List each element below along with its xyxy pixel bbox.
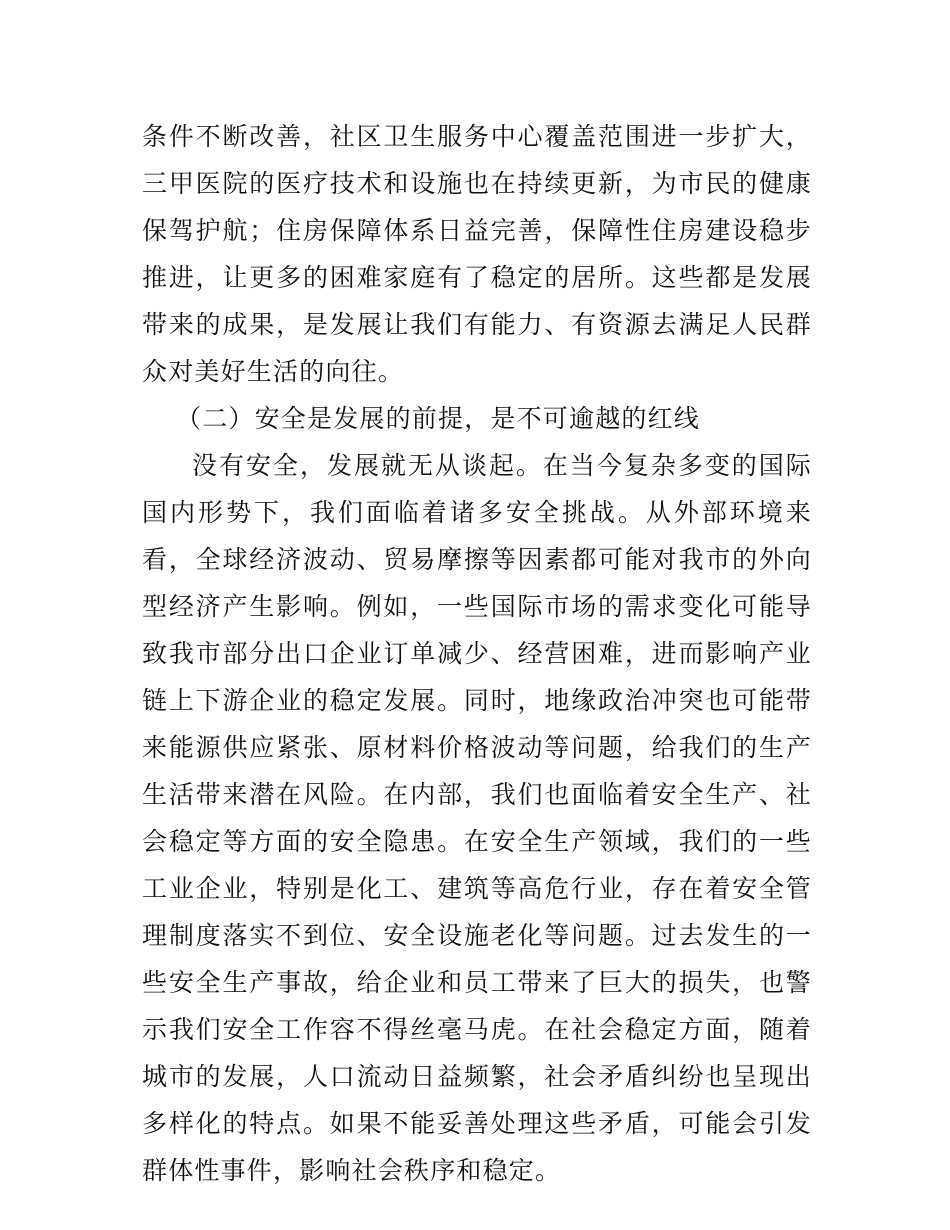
document-body (142, 113, 812, 1194)
paragraph-development-results: 条件不断改善，社区卫生服务中心覆盖范围进一步扩大，三甲医院的医疗技术和设施也在持续更新，为市民的健康保驾护航；住房保障体系日益完善，保障性住房建设稳步推进，让更多的困难家庭有了稳定的居所。这些都是发展带来的成果，是发展让我们有能力、有资源去满足人民群众对美好生活的向往。 (142, 122, 812, 386)
section-heading-security: （二）安全是发展的前提，是不可逾越的红线 (176, 404, 701, 433)
paragraph-security-challenges: 没有安全，发展就无从谈起。在当今复杂多变的国际国内形势下，我们面临着诸多安全挑战。从外部环境来看，全球经济波动、贸易摩擦等因素都可能对我市的外向型经济产生影响。例如，一些国际市场的需求变化可能导致我市部分出口企业订单减少、经营困难，进而影响产业链上下游企业的稳定发展。同时，地缘政治冲突也可能带来能源供应紧张、原材料价格波动等问题，给我们的生产生活带来潜在风险。在内部，我们也面临着安全生产、社会稳定等方面的安全隐患。在安全生产领域，我们的一些工业企业，特别是化工、建筑等高危行业，存在着安全管理制度落实不到位、安全设施老化等问题。过去发生的一些安全生产事故，给企业和员工带来了巨大的损失，也警示我们安全工作容不得丝毫马虎。在社会稳定方面，随着城市的发展，人口流动日益频繁，社会矛盾纠纷也呈现出多样化的特点。如果不能妥善处理这些矛盾，可能会引发群体性事件，影响社会秩序和稳定。 (142, 451, 812, 1185)
